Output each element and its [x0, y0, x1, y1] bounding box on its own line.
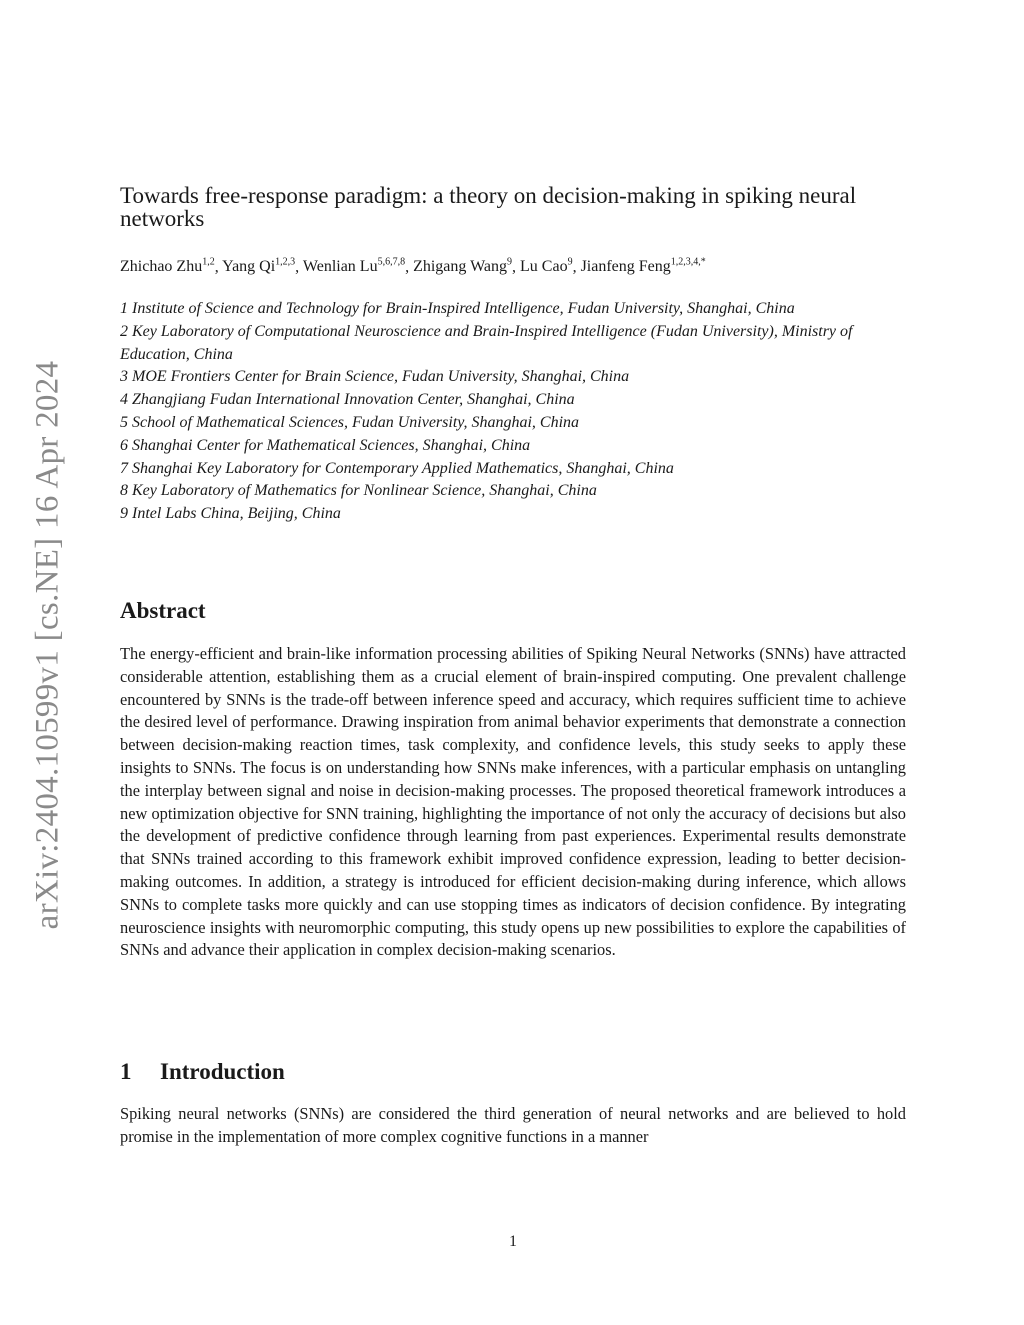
affiliation-item: 2 Key Laboratory of Computational Neuroscience and Brain-Inspired Intelligence (Fudan University), Ministry of Education, China: [120, 322, 853, 363]
author: [222, 258, 295, 275]
section-number: 1: [120, 1059, 132, 1084]
introduction-body: Spiking neural networks (SNNs) are considered the third generation of neural networks and are believed to hold promise in the implementation of more complex cognitive functions in a manner: [120, 1104, 906, 1146]
paper-title: Towards free-response paradigm: a theory on decision-making in spiking neural networks: [120, 183, 857, 231]
affiliation-list: [120, 298, 906, 526]
affiliation-item: 6 Shanghai Center for Mathematical Sciences, Shanghai, China: [120, 436, 531, 454]
author-name: Wenlian Lu: [302, 258, 378, 276]
author-name: Zhigang Wang: [413, 258, 508, 276]
arxiv-sidebar-stamp: [28, 330, 68, 960]
author: [120, 258, 215, 275]
author: [581, 258, 706, 275]
author-name: Zhichao Zhu: [120, 258, 203, 276]
affiliation-item: 1 Institute of Science and Technology for Brain-Inspired Intelligence, Fudan University, Shanghai, China: [120, 300, 795, 317]
affiliation-item: 4 Zhangjiang Fudan International Innovation Center, Shanghai, China: [120, 391, 575, 409]
author-list: Zhichao Zhu$^{1,2}$, Yang Qi$^{1,2,3}$, Wenlian Lu$^{5,6,7,8}$, Zhigang Wang$^9$, Lu Cao$^9$, Jianfeng Feng$^{1,2,3,4,*}$: [120, 257, 706, 276]
author-affiliation-marks: 9: [507, 257, 513, 268]
author-affiliation-marks: 5,6,7,8: [377, 257, 406, 268]
page-number: 1: [509, 1233, 517, 1250]
affiliation-item: 5 School of Mathematical Sciences, Fudan University, Shanghai, China: [120, 413, 580, 431]
author-name: Lu Cao: [520, 258, 568, 276]
author-affiliation-marks: 1,2,3,4,*: [670, 257, 706, 268]
affiliation-item: 9 Intel Labs China, Beijing, China: [120, 505, 341, 523]
introduction-heading: [120, 1059, 285, 1085]
section-title: Introduction: [160, 1059, 285, 1084]
author-affiliation-marks: 1,2,3: [275, 257, 296, 268]
author: [520, 258, 573, 275]
author: [413, 258, 512, 275]
author: [303, 258, 405, 275]
abstract-body: The energy-efficient and brain-like information processing abilities of Spiking Neural Networks (SNNs) have attracted considerable attention, establishing them as a crucial element of brain-inspired computing. One prevalent challenge encountered by SNNs is the trade-off between inference speed and accuracy, which requires sufficient time to achieve the desired level of performance. Drawing inspiration from animal behavior experiments that demonstrate a connection between decision-making reaction times, task complexity, and confidence levels, this study seeks to apply these insights to SNNs. The focus is on understanding how SNNs make inferences, with a particular emphasis on untangling the interplay between signal and noise in decision-making processes. The proposed theoretical framework introduces a new optimization objective for SNN training, highlighting the importance of not only the accuracy of decisions but also the development of predictive confidence through learning from past experiences. Experimental results demonstrate that SNNs trained according to this framework exhibit improved confidence expression, leading to better decision-making outcomes. In addition, a strategy is introduced for efficient decision-making during inference, which allows SNNs to complete tasks more quickly and can use stopping times as indicators of decision confidence. By integrating neuroscience insights with neuromorphic computing, this study opens up new possibilities to explore the capabilities of SNNs and advance their application in complex decision-making scenarios.: [120, 644, 906, 960]
author-name: Yang Qi: [222, 258, 276, 276]
affiliation-item: 7 Shanghai Key Laboratory for Contemporary Applied Mathematics, Shanghai, China: [120, 459, 674, 477]
abstract-heading: Abstract: [120, 598, 206, 623]
affiliation-item: 3 MOE Frontiers Center for Brain Science, Fudan University, Shanghai, China: [120, 368, 630, 386]
author-affiliation-marks: 1,2: [202, 257, 215, 268]
arxiv-id-text: arXiv:2404.10599v1 [cs.NE] 16 Apr 2024: [29, 360, 66, 930]
author-name: Jianfeng Feng: [580, 258, 671, 276]
affiliation-item: 8 Key Laboratory of Mathematics for Nonlinear Science, Shanghai, China: [120, 482, 597, 500]
author-affiliation-marks: 9: [567, 257, 573, 268]
